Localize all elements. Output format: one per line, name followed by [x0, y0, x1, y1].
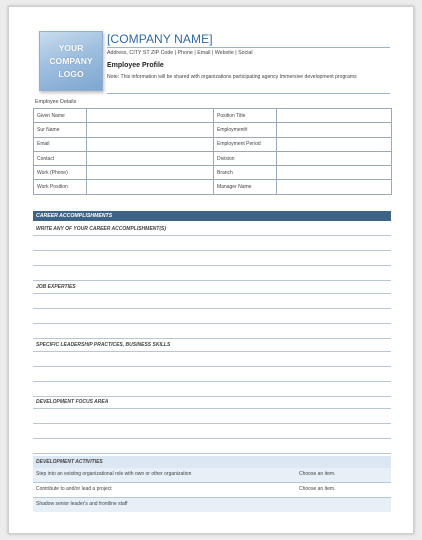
field-value[interactable]: [87, 109, 214, 123]
field-label: Contact: [34, 151, 87, 165]
field-value[interactable]: [87, 180, 214, 194]
employee-details-table: [33, 108, 392, 195]
accomplishments-heading: WRITE ANY OF YOUR CAREER ACCOMPLISHMENT(S): [36, 226, 167, 232]
field-label: Position Title: [214, 109, 277, 123]
field-value[interactable]: [277, 137, 392, 151]
writing-line[interactable]: [33, 366, 391, 367]
field-value[interactable]: [87, 123, 214, 137]
job-expertise-heading: JOB EXPERTIES: [36, 284, 76, 290]
document-page: [8, 6, 414, 534]
focus-area-heading: DEVELOPMENT FOCUS AREA: [36, 399, 109, 405]
writing-line[interactable]: [33, 438, 391, 439]
field-label: Work Position: [34, 180, 87, 194]
table-row: [34, 109, 392, 123]
header-bottom-rule: [107, 93, 390, 94]
field-value[interactable]: [277, 151, 392, 165]
writing-line: [33, 351, 391, 352]
field-label: Branch: [214, 166, 277, 180]
writing-line[interactable]: [33, 323, 391, 324]
field-label: Sur Name: [34, 123, 87, 137]
choose-item-dropdown[interactable]: Choose an item.: [299, 471, 336, 477]
writing-line[interactable]: [33, 423, 391, 424]
activity-row: [33, 483, 391, 497]
activity-row: [33, 498, 391, 512]
field-label: Work (Phone): [34, 166, 87, 180]
address-line[interactable]: Address, CITY ST ZIP Code | Phone | Email | Website | Social: [107, 50, 253, 56]
writing-line: [33, 235, 391, 236]
field-label: Manager Name: [214, 180, 277, 194]
field-label: Given Name: [34, 109, 87, 123]
field-value[interactable]: [87, 151, 214, 165]
writing-line[interactable]: [33, 308, 391, 309]
writing-line[interactable]: [33, 280, 391, 281]
activity-text: Shadow senior leader's and frontline staff: [36, 501, 128, 507]
profile-title: Employee Profile: [107, 62, 164, 69]
table-row: [34, 151, 392, 165]
writing-line[interactable]: [33, 250, 391, 251]
company-logo: [39, 31, 103, 91]
writing-line[interactable]: [33, 265, 391, 266]
writing-line[interactable]: [33, 396, 391, 397]
field-label: Employment Period: [214, 137, 277, 151]
field-label: Employment#: [214, 123, 277, 137]
field-value[interactable]: [277, 123, 392, 137]
employee-details-label: Employee Details: [35, 99, 77, 105]
activity-row: [33, 468, 391, 482]
activity-text: Step into an existing organizational role with own or other organization: [36, 471, 192, 477]
field-value[interactable]: [277, 109, 392, 123]
writing-line[interactable]: [33, 381, 391, 382]
table-row: [34, 137, 392, 151]
field-value[interactable]: [277, 166, 392, 180]
logo-text: YOUR COMPANY LOGO: [49, 42, 93, 79]
table-row: [34, 180, 392, 194]
career-accomplishments-bar: CAREER ACCOMPLISHMENTS: [33, 211, 391, 221]
field-label: Email: [34, 137, 87, 151]
development-activities-heading: DEVELOPMENT ACTIVITIES: [33, 456, 391, 468]
writing-line[interactable]: [33, 453, 391, 454]
table-row: [34, 123, 392, 137]
company-name[interactable]: [COMPANY NAME]: [107, 32, 213, 46]
field-label: Division: [214, 151, 277, 165]
leadership-heading: SPECIFIC LEADERSHIP PRACTICES, BUSINESS SKILLS: [36, 342, 171, 348]
writing-line[interactable]: [33, 338, 391, 339]
writing-line: [33, 293, 391, 294]
field-value[interactable]: [87, 166, 214, 180]
field-value[interactable]: [277, 180, 392, 194]
activity-text: Contribute to and/or lead a project: [36, 486, 112, 492]
choose-item-dropdown[interactable]: Choose an item.: [299, 486, 336, 492]
privacy-note: Note: This information will be shared with organizations participating agency Immersive development programs: [107, 74, 357, 80]
header-rule: [107, 47, 390, 48]
writing-line: [33, 408, 391, 409]
field-value[interactable]: [87, 137, 214, 151]
table-row: [34, 166, 392, 180]
